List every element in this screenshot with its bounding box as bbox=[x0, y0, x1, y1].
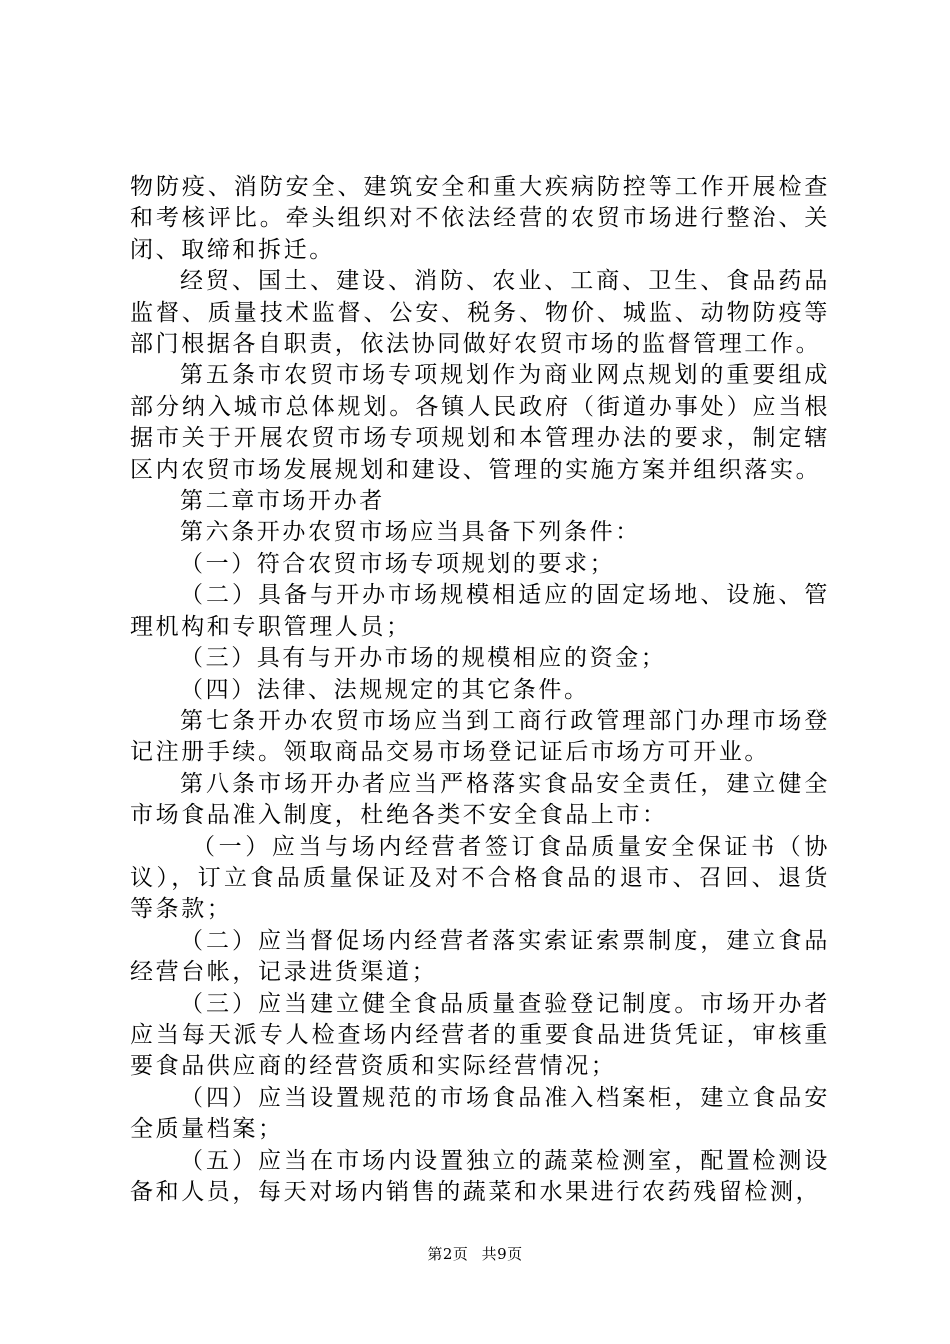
paragraph: （四）应当设置规范的市场食品准入档案柜，建立食品安全质量档案； bbox=[130, 1084, 830, 1143]
total-pages: 共9页 bbox=[481, 1245, 523, 1263]
paragraph: （三）具有与开办市场的规模相应的资金； bbox=[180, 645, 667, 672]
paragraph: 第五条市农贸市场专项规划作为商业网点规划的重要组成部分纳入城市总体规划。各镇人民政府（街道办事处）应当根据市关于开展农贸市场专项规划和本管理办法的要求，制定辖区内农贸市场发展规划和建设、管理的实施方案并组织落实。 bbox=[130, 362, 830, 483]
page-number: 第2页 bbox=[427, 1245, 469, 1263]
paragraph: 第八条市场开办者应当严格落实食品安全责任，建立健全市场食品准入制度，杜绝各类不安全食品上市： bbox=[130, 770, 830, 829]
paragraph: 经贸、国土、建设、消防、农业、工商、卫生、食品药品监督、质量技术监督、公安、税务、物价、城监、动物防疫等部门根据各自职责，依法协同做好农贸市场的监督管理工作。 bbox=[130, 268, 830, 358]
paragraph: （四）法律、法规规定的其它条件。 bbox=[180, 676, 590, 703]
paragraph: （五）应当在市场内设置独立的蔬菜检测室，配置检测设备和人员，每天对场内销售的蔬菜和水果进行农药残留检测， bbox=[130, 1147, 830, 1205]
paragraph: （二）具备与开办市场规模相适应的固定场地、设施、管理机构和专职管理人员； bbox=[130, 582, 830, 640]
paragraph: （一）应当与场内经营者签订食品质量安全保证书（协议），订立食品质量保证及对不合格食品的退市、召回、退货等条款； bbox=[130, 833, 830, 923]
paragraph: 第二章市场开办者 bbox=[180, 488, 385, 515]
paragraph: 物防疫、消防安全、建筑安全和重大疾病防控等工作开展检查和考核评比。牵头组织对不依法经营的农贸市场进行整治、关闭、取缔和拆迁。 bbox=[130, 174, 830, 263]
paragraph: 第六条开办农贸市场应当具备下列条件： bbox=[180, 519, 641, 546]
paragraph: （三）应当建立健全食品质量查验登记制度。市场开办者应当每天派专人检查场内经营者的重要食品进货凭证，审核重要食品供应商的经营资质和实际经营情况； bbox=[130, 990, 830, 1080]
paragraph: （一）符合农贸市场专项规划的要求； bbox=[180, 550, 616, 577]
paragraph: 第七条开办农贸市场应当到工商行政管理部门办理市场登记注册手续。领取商品交易市场登记证后市场方可开业。 bbox=[130, 707, 830, 766]
page-footer bbox=[0, 1244, 950, 1264]
paragraph: （二）应当督促场内经营者落实索证索票制度，建立食品经营台帐，记录进货渠道； bbox=[130, 927, 830, 986]
document-body bbox=[130, 172, 830, 1208]
